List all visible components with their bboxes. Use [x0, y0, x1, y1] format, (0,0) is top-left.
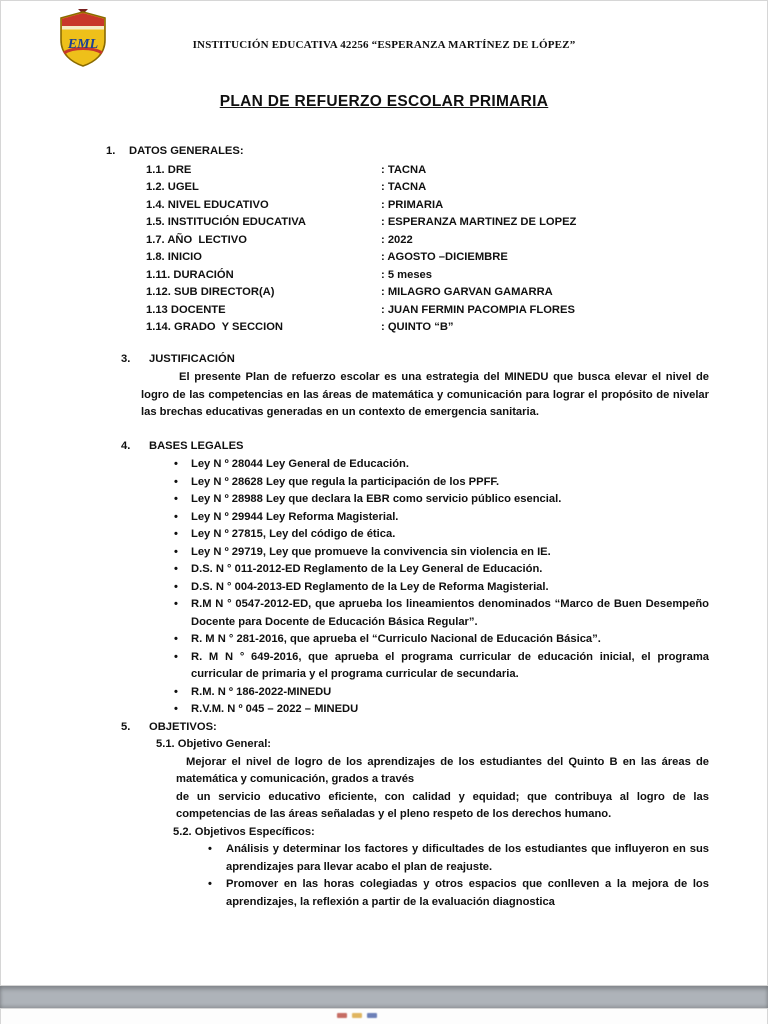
- objetivo-especifico-item: • Promover en las horas colegiadas y otros espacios que conlleven a la mejora de los aprendizajes, la reflexión a partir de la evaluación diagnostica: [206, 876, 709, 911]
- legal-item: • Ley N º 28044 Ley General de Educación.: [169, 456, 709, 474]
- legal-item: • Ley N º 27815, Ley del código de ética.: [169, 526, 709, 544]
- dato-value: : AGOSTO –DICIEMBRE: [381, 251, 508, 263]
- dato-row: [146, 249, 709, 267]
- dato-label: 1.5. INSTITUCIÓN EDUCATIVA: [146, 216, 306, 228]
- section-title: DATOS GENERALES:: [129, 145, 244, 157]
- legal-item: • R.M N ° 0547-2012-ED, que aprueba los lineamientos denominados “Marco de Buen Desempeño Docente para Docente de Educación Básica Regular”.: [169, 596, 709, 631]
- legal-item: • Ley N º 28628 Ley que regula la participación de los PPFF.: [169, 474, 709, 492]
- section-title: OBJETIVOS:: [149, 720, 217, 733]
- dato-row: [146, 267, 709, 285]
- legal-item: • D.S. N ° 011-2012-ED Reglamento de la Ley General de Educación.: [169, 561, 709, 579]
- section-number: 3.: [121, 352, 131, 365]
- dato-row: [146, 232, 709, 250]
- legal-item: • D.S. N ° 004-2013-ED Reglamento de la Ley de Reforma Magisterial.: [169, 579, 709, 597]
- dato-row: [146, 197, 709, 215]
- section-heading-justificacion: [121, 351, 709, 369]
- legal-item: • Ley N º 29944 Ley Reforma Magisterial.: [169, 509, 709, 527]
- objetivo-especifico-item: • Análisis y determinar los factores y dificultades de los estudiantes que influyeron en sus aprendizajes para llevar acabo el plan de reajuste.: [206, 841, 709, 876]
- legal-item: • R. M N ° 281-2016, que aprueba el “Curriculo Nacional de Educación Básica”.: [169, 631, 709, 649]
- institution-name: INSTITUCIÓN EDUCATIVA 42256 “ESPERANZA MARTÍNEZ DE LÓPEZ”: [192, 39, 576, 51]
- datos-generales-list: [146, 162, 709, 337]
- dato-value: : PRIMARIA: [381, 198, 444, 211]
- justificacion-paragraph: El presente Plan de refuerzo escolar es una estrategia del MINEDU que busca elevar el nivel de logro de las competencias en las áreas de matemática y comunicación para lograr el propósito de nivelar las brechas educativas generadas en un contexto de emergencia sanitaria.: [141, 371, 709, 418]
- legal-item: • R.V.M. N º 045 – 2022 – MINEDU: [169, 701, 709, 719]
- document-body: [1, 143, 767, 911]
- dato-label: 1.4. NIVEL EDUCATIVO: [146, 198, 269, 211]
- logo-monogram: EML: [67, 37, 99, 52]
- dato-row: [146, 284, 709, 302]
- dato-value: : QUINTO “B”: [381, 321, 454, 333]
- section-heading-objetivos: [121, 719, 709, 737]
- page-gap-separator: [0, 986, 768, 1008]
- section-title: JUSTIFICACIÓN: [149, 352, 235, 365]
- legal-item: • Ley N º 28988 Ley que declara la EBR como servicio público esencial.: [169, 491, 709, 509]
- dato-value: : 2022: [381, 233, 413, 246]
- dato-label: 1.11. DURACIÓN: [146, 268, 234, 281]
- dato-label: 1.8. INICIO: [146, 251, 202, 263]
- objetivos-especificos-list: [206, 841, 709, 911]
- section-number: 4.: [121, 439, 131, 452]
- section-heading-bases-legales: [121, 438, 709, 456]
- dato-label: 1.2. UGEL: [146, 181, 199, 193]
- next-page-content-peek: [337, 1013, 377, 1018]
- dato-label: 1.12. SUB DIRECTOR(A): [146, 286, 275, 298]
- bases-legales-list: [169, 456, 709, 719]
- legal-item: • R.M. N º 186-2022-MINEDU: [169, 684, 709, 702]
- dato-label: 1.1. DRE: [146, 163, 192, 176]
- objetivo-general-heading: 5.1. Objetivo General:: [156, 738, 272, 750]
- legal-item: • R. M N ° 649-2016, que aprueba el programa curricular de educación inicial, el programa curricular de primaria y el programa curricular de secundaria.: [169, 649, 709, 684]
- dato-value: : TACNA: [381, 181, 427, 193]
- objetivo-general-paragraph: Mejorar el nivel de logro de los aprendizajes de los estudiantes del Quinto B en las áreas de matemática y comunicación, grados a través: [176, 755, 709, 785]
- dato-label: 1.7. AÑO LECTIVO: [146, 233, 247, 246]
- dato-value: : TACNA: [381, 163, 427, 176]
- document-page-2-peek: [0, 1008, 768, 1024]
- dato-value: : JUAN FERMIN PACOMPIA FLORES: [381, 303, 575, 316]
- dato-label: 1.13 DOCENTE: [146, 303, 226, 316]
- dato-value: : MILAGRO GARVAN GAMARRA: [381, 286, 553, 298]
- dato-value: : 5 meses: [381, 268, 432, 281]
- dato-row: [146, 319, 709, 337]
- document-header: [1, 1, 767, 75]
- section-number: 1.: [106, 145, 116, 157]
- dato-row: [146, 179, 709, 197]
- dato-row: [146, 162, 709, 180]
- section-heading-datos-generales: [106, 143, 709, 161]
- section-number: 5.: [121, 720, 131, 733]
- dato-value: : ESPERANZA MARTINEZ DE LOPEZ: [381, 216, 577, 228]
- dato-row: [146, 302, 709, 320]
- document-title: PLAN DE REFUERZO ESCOLAR PRIMARIA: [219, 93, 549, 110]
- objetivos-especificos-heading: 5.2. Objetivos Específicos:: [173, 825, 315, 838]
- dato-label: 1.14. GRADO Y SECCION: [146, 321, 283, 333]
- dato-row: [146, 214, 709, 232]
- objetivo-general-paragraph: de un servicio educativo eficiente, con calidad y equidad; que contribuya al logro de las competencias de las áreas señaladas y el pleno respeto de los derechos humano.: [176, 790, 709, 820]
- legal-item: • Ley N º 29719, Ley que promueve la convivencia sin violencia en IE.: [169, 544, 709, 562]
- section-title: BASES LEGALES: [149, 439, 244, 452]
